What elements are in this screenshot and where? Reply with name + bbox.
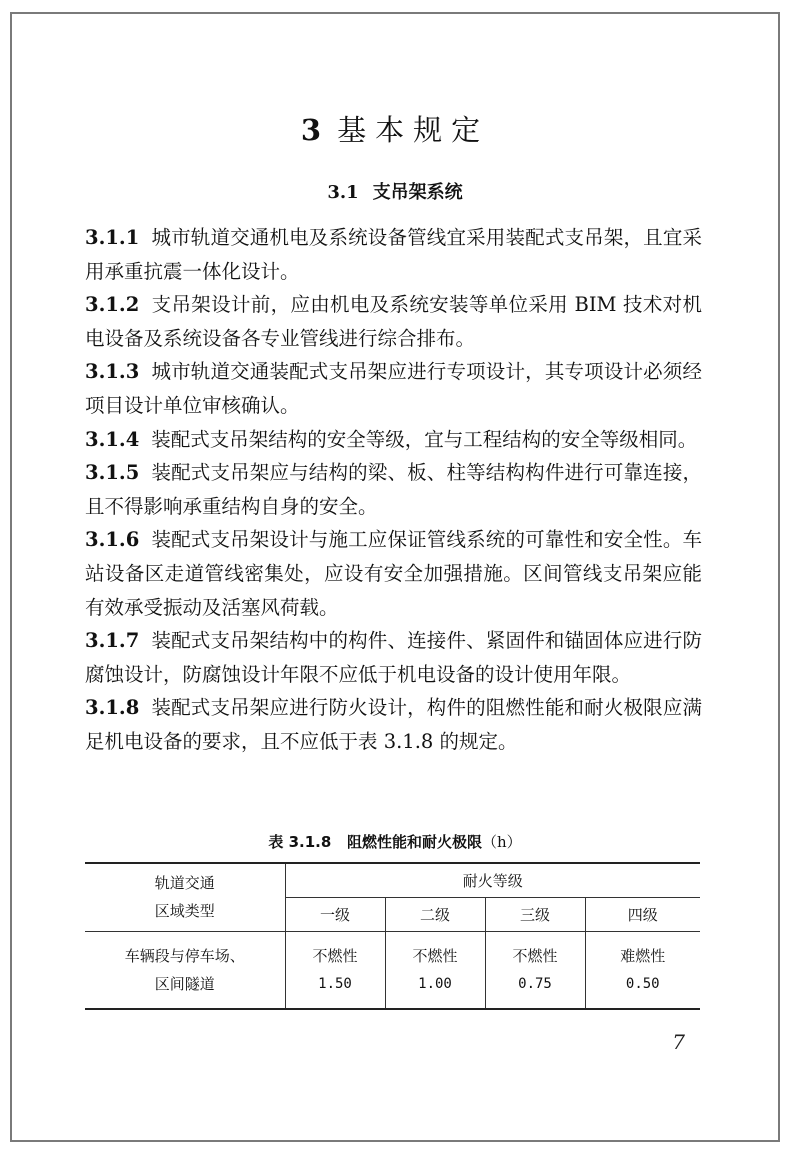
area-line2: 区间隧道 xyxy=(154,974,215,993)
clause-3-1-3 xyxy=(85,355,702,422)
area-line1: 车辆段与停车场、 xyxy=(124,946,245,965)
section-title-text: 支吊架系统 xyxy=(372,182,463,203)
value-cell xyxy=(585,931,700,1009)
clause-number: 3.1.8 xyxy=(85,696,140,720)
grade-header: 三级 xyxy=(485,897,585,931)
limit-value: 1.00 xyxy=(418,975,452,992)
grade-header: 二级 xyxy=(385,897,485,931)
performance-value: 不燃性 xyxy=(512,946,558,965)
clause-3-1-6 xyxy=(85,523,702,624)
grade-header: 四级 xyxy=(585,897,700,931)
clause-text: 城市轨道交通机电及系统设备管线宜采用装配式支吊架，且宜采用承重抗震一体化设计。 xyxy=(85,226,702,283)
fire-resistance-table xyxy=(85,862,700,1010)
clause-number: 3.1.4 xyxy=(85,427,140,451)
clause-3-1-4 xyxy=(85,423,702,457)
limit-value: 0.75 xyxy=(518,975,552,992)
table-caption xyxy=(0,831,790,852)
table-row xyxy=(85,931,700,1009)
chapter-title-text: 基本规定 xyxy=(337,113,490,147)
value-cell xyxy=(385,931,485,1009)
clause-text: 装配式支吊架设计与施工应保证管线系统的可靠性和安全性。车站设备区走道管线密集处，应设有安全加强措施。区间管线支吊架应能有效承受振动及活塞风荷载。 xyxy=(85,528,702,619)
performance-value: 不燃性 xyxy=(412,946,458,965)
clause-3-1-8 xyxy=(85,691,702,758)
section-number: 3.1 xyxy=(327,182,359,203)
clause-3-1-7 xyxy=(85,624,702,691)
section-title xyxy=(0,178,790,204)
group-header-cell: 耐火等级 xyxy=(285,863,700,897)
performance-value: 难燃性 xyxy=(620,946,666,965)
clause-3-1-1 xyxy=(85,221,702,288)
value-cell xyxy=(485,931,585,1009)
row-header-line1: 轨道交通 xyxy=(154,874,215,893)
table-caption-number: 表 3.1.8 xyxy=(268,833,332,851)
clause-text: 城市轨道交通装配式支吊架应进行专项设计，其专项设计必须经项目设计单位审核确认。 xyxy=(85,360,702,417)
clause-number: 3.1.2 xyxy=(85,293,140,317)
row-header-line2: 区域类型 xyxy=(154,902,215,921)
clause-text: 支吊架设计前，应由机电及系统安装等单位采用 BIM 技术对机电设备及系统设备各专业管线进行综合排布。 xyxy=(85,293,702,350)
performance-value: 不燃性 xyxy=(312,946,358,965)
page-number: 7 xyxy=(672,1030,685,1054)
table-caption-title: 阻燃性能和耐火极限 xyxy=(346,833,482,851)
table-caption-unit: （h） xyxy=(481,833,522,851)
clause-text: 装配式支吊架应与结构的梁、板、柱等结构构件进行可靠连接，且不得影响承重结构自身的安全。 xyxy=(85,461,702,518)
chapter-title xyxy=(0,108,790,149)
row-header-cell xyxy=(85,863,285,931)
chapter-number: 3 xyxy=(300,113,322,147)
clause-3-1-5 xyxy=(85,456,702,523)
clause-number: 3.1.1 xyxy=(85,226,140,249)
clause-text: 装配式支吊架应进行防火设计，构件的阻燃性能和耐火极限应满足机电设备的要求，且不应低于表 3.1.8 的规定。 xyxy=(85,696,702,753)
clause-number: 3.1.7 xyxy=(85,629,140,653)
clause-3-1-2 xyxy=(85,288,702,355)
limit-value: 1.50 xyxy=(318,975,352,992)
clause-list xyxy=(85,221,702,759)
clause-number: 3.1.6 xyxy=(85,528,140,552)
area-cell xyxy=(85,931,285,1009)
limit-value: 0.50 xyxy=(625,975,660,992)
clause-number: 3.1.3 xyxy=(85,360,140,384)
clause-number: 3.1.5 xyxy=(85,461,140,485)
clause-text: 装配式支吊架结构的安全等级，宜与工程结构的安全等级相同。 xyxy=(151,427,698,451)
value-cell xyxy=(285,931,385,1009)
clause-text: 装配式支吊架结构中的构件、连接件、紧固件和锚固体应进行防腐蚀设计，防腐蚀设计年限不应低于机电设备的设计使用年限。 xyxy=(85,629,702,686)
grade-header: 一级 xyxy=(285,897,385,931)
